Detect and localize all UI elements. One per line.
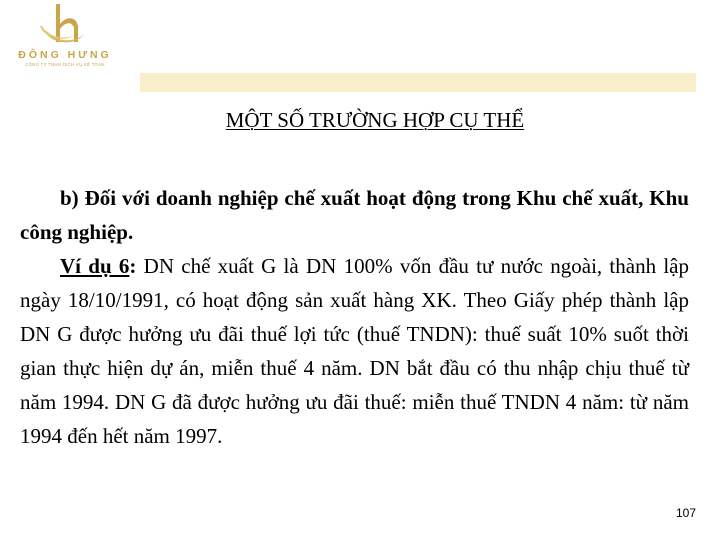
header-bar: [140, 73, 696, 92]
body-text: [20, 181, 689, 453]
subheading: b) Đối với doanh nghiệp chế xuất hoạt động trong Khu chế xuất, Khu công nghiệp.: [20, 186, 689, 244]
logo-emblem-icon: [36, 2, 92, 48]
logo-tagline: CÔNG TY TNHH DỊCH VỤ KẾ TOÁN: [25, 62, 105, 67]
company-logo: [0, 0, 130, 76]
example-label-colon: :: [129, 254, 137, 278]
page-title: MỘT SỐ TRƯỜNG HỢP CỤ THỂ: [225, 108, 525, 132]
example-label: [60, 254, 136, 278]
example-paragraph: [20, 249, 689, 453]
example-label-text: Ví dụ 6: [60, 254, 130, 278]
example-text: DN chế xuất G là DN 100% vốn đầu tư nước ngoài, thành lập ngày 18/10/1991, có hoạt động sản xuất hàng XK. Theo Giấy phép thành lập DN G được hưởng ưu đãi thuế lợi tức (thuế TNDN): thuế suất 10% suốt thời gian thực hiện dự án, miễn thuế 4 năm. DN bắt đầu có thu nhập chịu thuế từ năm 1994. DN G đã được hưởng ưu đãi thuế: miễn thuế TNDN 4 năm: từ năm 1994 đến hết năm 1997.: [20, 254, 689, 448]
logo-name: ĐÔNG HƯNG: [18, 49, 112, 61]
page-number: 107: [675, 506, 696, 520]
